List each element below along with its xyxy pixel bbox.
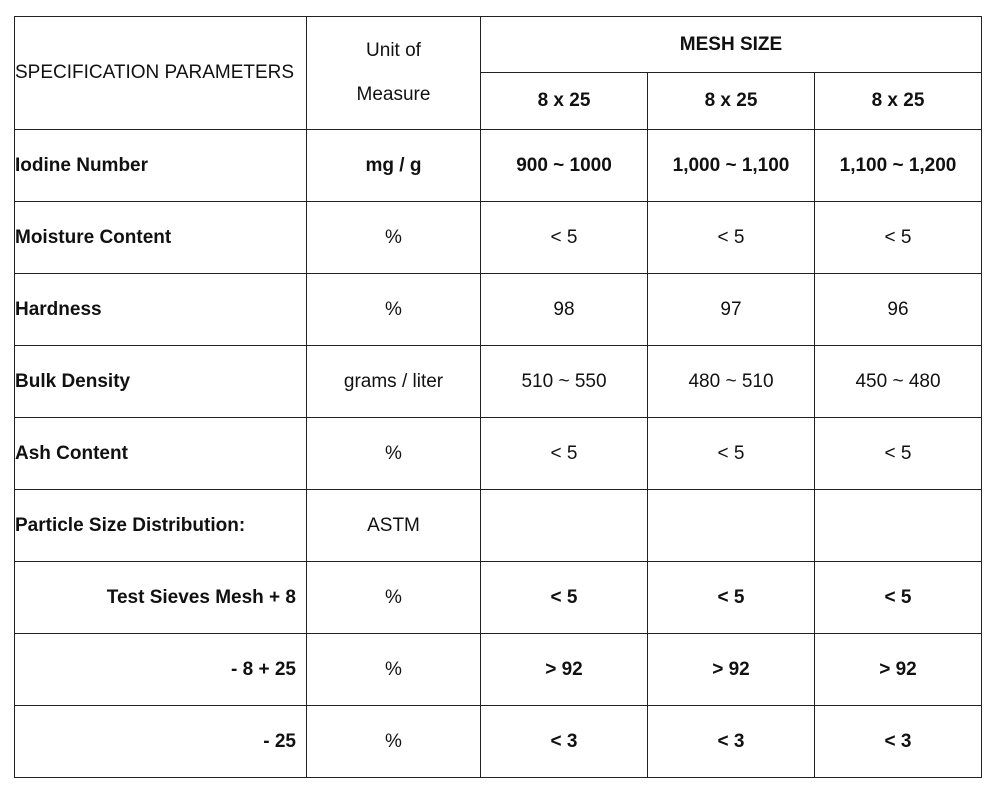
param-name: Moisture Content <box>15 202 307 274</box>
value-cell: < 5 <box>648 562 815 634</box>
mesh-column-2: 8 x 25 <box>648 73 815 130</box>
value-cell: 450 ~ 480 <box>815 346 982 418</box>
table-row-bulk-density <box>15 346 982 418</box>
value-cell <box>481 490 648 562</box>
value-cell: < 3 <box>815 706 982 778</box>
param-name: Bulk Density <box>15 346 307 418</box>
table-row-iodine-number <box>15 130 982 202</box>
table-row-ash-content <box>15 418 982 490</box>
table-row-particle-size <box>15 490 982 562</box>
table-row-hardness <box>15 274 982 346</box>
param-name: Ash Content <box>15 418 307 490</box>
value-cell: 97 <box>648 274 815 346</box>
value-cell: 900 ~ 1000 <box>481 130 648 202</box>
value-cell: 510 ~ 550 <box>481 346 648 418</box>
spec-parameters-header: SPECIFICATION PARAMETERS <box>15 17 307 130</box>
param-unit: % <box>307 418 481 490</box>
mesh-column-1: 8 x 25 <box>481 73 648 130</box>
param-unit: % <box>307 202 481 274</box>
value-cell: 1,100 ~ 1,200 <box>815 130 982 202</box>
header-row-1 <box>15 17 982 73</box>
value-cell: > 92 <box>815 634 982 706</box>
table-row-sieve-plus-8 <box>15 562 982 634</box>
param-name: - 8 + 25 <box>15 634 307 706</box>
value-cell: < 5 <box>815 202 982 274</box>
unit-header-line2: Measure <box>356 84 431 105</box>
unit-of-measure-header <box>307 17 481 130</box>
value-cell: > 92 <box>481 634 648 706</box>
param-name: Test Sieves Mesh + 8 <box>15 562 307 634</box>
specification-table <box>14 16 982 778</box>
value-cell: < 5 <box>815 562 982 634</box>
param-unit: ASTM <box>307 490 481 562</box>
value-cell: < 5 <box>815 418 982 490</box>
table-row-sieve-minus-25 <box>15 706 982 778</box>
param-name: Particle Size Distribution: <box>15 490 307 562</box>
param-unit: % <box>307 634 481 706</box>
value-cell: < 5 <box>481 418 648 490</box>
param-unit: grams / liter <box>307 346 481 418</box>
value-cell: < 5 <box>481 562 648 634</box>
table-row-moisture-content <box>15 202 982 274</box>
value-cell: 98 <box>481 274 648 346</box>
value-cell: < 5 <box>481 202 648 274</box>
mesh-size-header: MESH SIZE <box>481 17 982 73</box>
value-cell: < 5 <box>648 202 815 274</box>
param-unit: % <box>307 274 481 346</box>
param-name: Hardness <box>15 274 307 346</box>
unit-header-line1: Unit of <box>366 40 421 61</box>
param-name: - 25 <box>15 706 307 778</box>
param-unit: % <box>307 706 481 778</box>
value-cell: > 92 <box>648 634 815 706</box>
param-unit: % <box>307 562 481 634</box>
mesh-column-3: 8 x 25 <box>815 73 982 130</box>
table-row-sieve-minus-8-plus-25 <box>15 634 982 706</box>
param-name: Iodine Number <box>15 130 307 202</box>
value-cell: 1,000 ~ 1,100 <box>648 130 815 202</box>
value-cell <box>648 490 815 562</box>
value-cell: 96 <box>815 274 982 346</box>
value-cell: < 3 <box>648 706 815 778</box>
value-cell: 480 ~ 510 <box>648 346 815 418</box>
value-cell: < 3 <box>481 706 648 778</box>
value-cell <box>815 490 982 562</box>
value-cell: < 5 <box>648 418 815 490</box>
param-unit: mg / g <box>307 130 481 202</box>
